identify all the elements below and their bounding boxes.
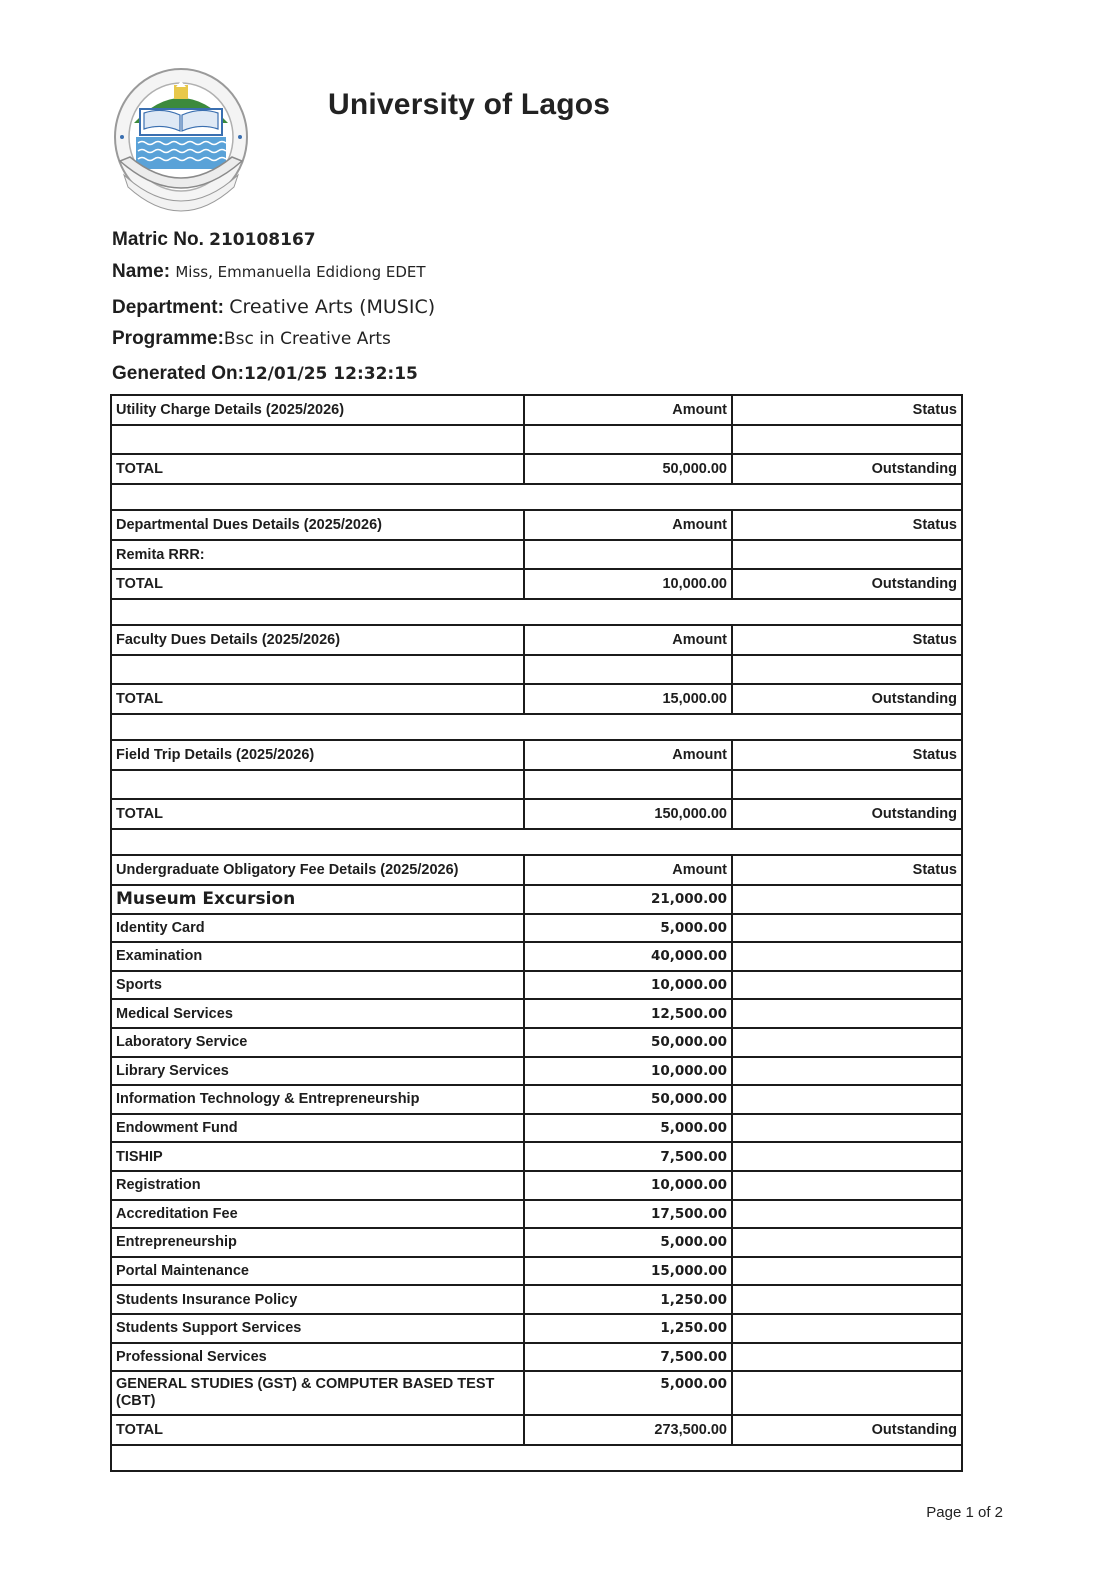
fee-label: Identity Card bbox=[111, 914, 524, 943]
fee-status bbox=[732, 1057, 962, 1086]
table-row bbox=[111, 971, 962, 1000]
table-row bbox=[111, 1114, 962, 1143]
fee-amount: 12,500.00 bbox=[524, 999, 732, 1028]
spacer-row bbox=[111, 1445, 962, 1471]
fee-label: Portal Maintenance bbox=[111, 1257, 524, 1286]
fee-status bbox=[732, 971, 962, 1000]
fee-amount: 21,000.00 bbox=[524, 885, 732, 914]
fee-label: Information Technology & Entrepreneurship bbox=[111, 1085, 524, 1114]
matric-value: 210108167 bbox=[209, 230, 316, 250]
amount-header: Amount bbox=[524, 855, 732, 885]
fee-amount: 15,000.00 bbox=[524, 1257, 732, 1286]
name-label: Name: bbox=[112, 261, 171, 282]
fee-status bbox=[732, 885, 962, 914]
amount-header: Amount bbox=[524, 510, 732, 540]
table-row bbox=[111, 1057, 962, 1086]
fee-status bbox=[732, 1228, 962, 1257]
fee-status bbox=[732, 1085, 962, 1114]
fee-amount: 1,250.00 bbox=[524, 1285, 732, 1314]
fee-amount: 10,000.00 bbox=[524, 1171, 732, 1200]
fee-status bbox=[732, 1343, 962, 1372]
section-header bbox=[111, 510, 962, 540]
fee-table bbox=[110, 394, 963, 1472]
fee-amount: 17,500.00 bbox=[524, 1200, 732, 1229]
matric-label: Matric No. bbox=[112, 229, 204, 250]
generated-row bbox=[112, 363, 418, 385]
total-row bbox=[111, 684, 962, 714]
table-row bbox=[111, 1343, 962, 1372]
fee-label: Medical Services bbox=[111, 999, 524, 1028]
fee-amount: 10,000.00 bbox=[524, 1057, 732, 1086]
table-row bbox=[111, 942, 962, 971]
department-label: Department: bbox=[112, 297, 224, 318]
generated-label: Generated On: bbox=[112, 363, 244, 384]
matric-row bbox=[112, 229, 316, 251]
fee-status bbox=[732, 1371, 962, 1415]
total-amount: 50,000.00 bbox=[524, 454, 732, 484]
total-amount: 273,500.00 bbox=[524, 1415, 732, 1445]
fee-amount: 50,000.00 bbox=[524, 1028, 732, 1057]
fee-label: Students Insurance Policy bbox=[111, 1285, 524, 1314]
status-badge: Outstanding bbox=[732, 454, 962, 484]
fee-status bbox=[732, 1171, 962, 1200]
status-header: Status bbox=[732, 740, 962, 770]
fee-amount: 7,500.00 bbox=[524, 1343, 732, 1372]
remita-label: Remita RRR: bbox=[111, 540, 524, 569]
amount-header: Amount bbox=[524, 740, 732, 770]
name-row bbox=[112, 261, 426, 283]
section-header bbox=[111, 625, 962, 655]
university-seal-icon bbox=[110, 65, 252, 213]
table-row bbox=[111, 1285, 962, 1314]
fee-amount: 5,000.00 bbox=[524, 914, 732, 943]
fee-status bbox=[732, 1285, 962, 1314]
section-title: Field Trip Details (2025/2026) bbox=[111, 740, 524, 770]
table-row bbox=[111, 1314, 962, 1343]
fee-amount: 5,000.00 bbox=[524, 1228, 732, 1257]
empty-row bbox=[111, 655, 962, 684]
department-value: Creative Arts (MUSIC) bbox=[229, 296, 436, 318]
fee-amount: 40,000.00 bbox=[524, 942, 732, 971]
department-row bbox=[112, 296, 435, 319]
table-row bbox=[111, 999, 962, 1028]
fee-label: GENERAL STUDIES (GST) & COMPUTER BASED TEST (CBT) bbox=[111, 1371, 524, 1415]
status-badge: Outstanding bbox=[732, 1415, 962, 1445]
total-label: TOTAL bbox=[111, 684, 524, 714]
fee-status bbox=[732, 914, 962, 943]
section-header bbox=[111, 740, 962, 770]
fee-label: Museum Excursion bbox=[111, 885, 524, 914]
fee-label: Laboratory Service bbox=[111, 1028, 524, 1057]
fee-status bbox=[732, 1114, 962, 1143]
spacer-row bbox=[111, 484, 962, 510]
programme-row bbox=[112, 328, 391, 350]
total-amount: 150,000.00 bbox=[524, 799, 732, 829]
table-row bbox=[111, 1085, 962, 1114]
fee-label: Registration bbox=[111, 1171, 524, 1200]
fee-label: Endowment Fund bbox=[111, 1114, 524, 1143]
total-row bbox=[111, 569, 962, 599]
status-header: Status bbox=[732, 855, 962, 885]
fee-label: Sports bbox=[111, 971, 524, 1000]
total-row bbox=[111, 454, 962, 484]
spacer-row bbox=[111, 829, 962, 855]
section-header bbox=[111, 395, 962, 425]
fee-amount: 1,250.00 bbox=[524, 1314, 732, 1343]
total-label: TOTAL bbox=[111, 1415, 524, 1445]
fee-status bbox=[732, 1200, 962, 1229]
name-value: Miss, Emmanuella Edidiong EDET bbox=[175, 263, 426, 281]
spacer-row bbox=[111, 599, 962, 625]
section-title: Utility Charge Details (2025/2026) bbox=[111, 395, 524, 425]
fee-label: Accreditation Fee bbox=[111, 1200, 524, 1229]
fee-status bbox=[732, 1314, 962, 1343]
table-row bbox=[111, 914, 962, 943]
fee-status bbox=[732, 1142, 962, 1171]
fee-label: Entrepreneurship bbox=[111, 1228, 524, 1257]
fee-amount: 10,000.00 bbox=[524, 971, 732, 1000]
empty-row bbox=[111, 770, 962, 799]
fee-amount: 5,000.00 bbox=[524, 1114, 732, 1143]
total-label: TOTAL bbox=[111, 569, 524, 599]
table-row bbox=[111, 1142, 962, 1171]
amount-header: Amount bbox=[524, 395, 732, 425]
fee-amount: 50,000.00 bbox=[524, 1085, 732, 1114]
total-label: TOTAL bbox=[111, 799, 524, 829]
page-number: Page 1 of 2 bbox=[926, 1504, 1003, 1521]
total-label: TOTAL bbox=[111, 454, 524, 484]
table-row bbox=[111, 1200, 962, 1229]
generated-value: 12/01/25 12:32:15 bbox=[243, 364, 418, 384]
status-header: Status bbox=[732, 395, 962, 425]
total-row bbox=[111, 1415, 962, 1445]
fee-label: Professional Services bbox=[111, 1343, 524, 1372]
programme-value: Bsc in Creative Arts bbox=[223, 329, 391, 349]
fee-label: Library Services bbox=[111, 1057, 524, 1086]
table-row bbox=[111, 885, 962, 914]
fee-label: Examination bbox=[111, 942, 524, 971]
table-row bbox=[111, 1257, 962, 1286]
empty-row bbox=[111, 425, 962, 454]
amount-header: Amount bbox=[524, 625, 732, 655]
section-header bbox=[111, 855, 962, 885]
spacer-row bbox=[111, 714, 962, 740]
fee-status bbox=[732, 1028, 962, 1057]
total-amount: 10,000.00 bbox=[524, 569, 732, 599]
table-row bbox=[111, 1028, 962, 1057]
fee-label: TISHIP bbox=[111, 1142, 524, 1171]
fee-status bbox=[732, 1257, 962, 1286]
status-header: Status bbox=[732, 510, 962, 540]
total-amount: 15,000.00 bbox=[524, 684, 732, 714]
fee-label: Students Support Services bbox=[111, 1314, 524, 1343]
status-badge: Outstanding bbox=[732, 569, 962, 599]
section-title: Departmental Dues Details (2025/2026) bbox=[111, 510, 524, 540]
university-name: University of Lagos bbox=[328, 88, 611, 121]
table-row bbox=[111, 1171, 962, 1200]
fee-amount: 7,500.00 bbox=[524, 1142, 732, 1171]
total-row bbox=[111, 799, 962, 829]
status-badge: Outstanding bbox=[732, 799, 962, 829]
status-header: Status bbox=[732, 625, 962, 655]
status-badge: Outstanding bbox=[732, 684, 962, 714]
programme-label: Programme: bbox=[112, 328, 224, 349]
remita-row bbox=[111, 540, 962, 569]
table-row bbox=[111, 1228, 962, 1257]
fee-amount: 5,000.00 bbox=[524, 1371, 732, 1415]
section-title: Faculty Dues Details (2025/2026) bbox=[111, 625, 524, 655]
section-title: Undergraduate Obligatory Fee Details (2025/2026) bbox=[111, 855, 524, 885]
table-row bbox=[111, 1371, 962, 1415]
fee-status bbox=[732, 942, 962, 971]
fee-status bbox=[732, 999, 962, 1028]
